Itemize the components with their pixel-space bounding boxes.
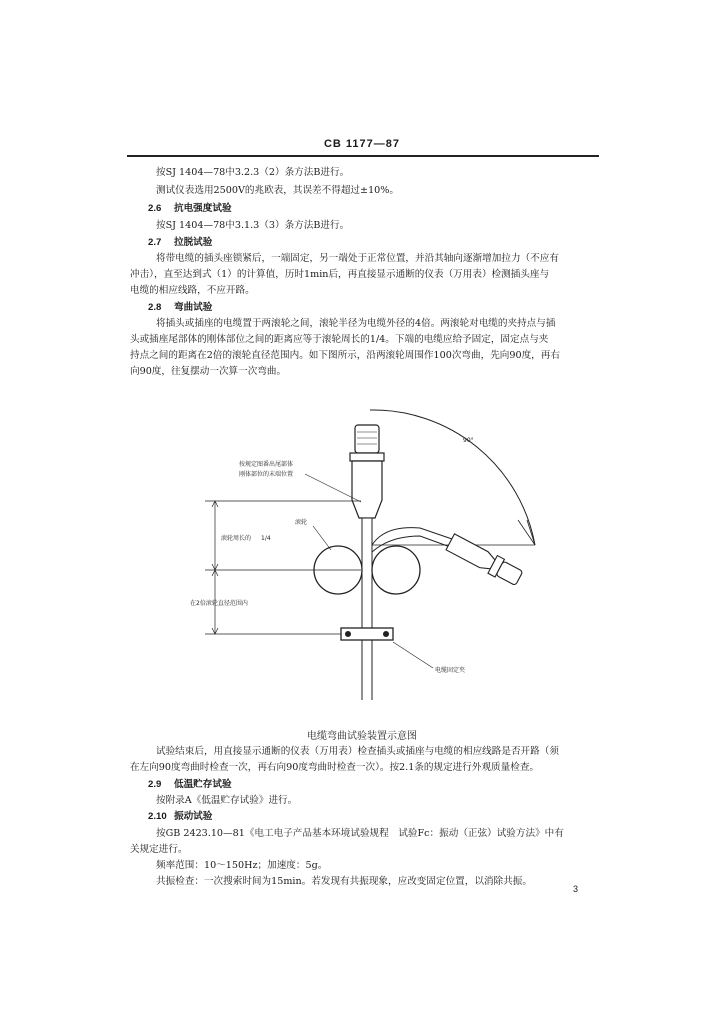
text-line: 共振检查：一次搜索时间为15min。若发现有共振现象，应改变固定位置，以消除共振。 xyxy=(156,876,532,887)
plug-flange xyxy=(350,453,384,461)
text-line: 按SJ 1404—78中3.1.3（3）条方法B进行。 xyxy=(156,220,350,231)
clamp-bolt xyxy=(345,631,351,637)
cable-bending-diagram xyxy=(185,380,545,700)
section-title: 振动试验 xyxy=(174,811,213,822)
text-line: 将带电缆的插头座锁紧后，一端固定，另一端处于正常位置，并沿其轴向逐渐增加拉力（不应有 xyxy=(156,253,559,264)
text-line: 按GB 2423.10—81《电工电子产品基本环境试验规程 试验Fc：振动（正弦）试验方法》中有 xyxy=(156,828,564,839)
swing-arc xyxy=(370,410,535,545)
clamp-label: 电缆固定夹 xyxy=(435,667,466,674)
section-2-6 xyxy=(130,202,600,215)
section-title: 低温贮存试验 xyxy=(174,779,232,790)
leader-line xyxy=(313,526,331,550)
plug-body xyxy=(352,461,382,518)
text-line: 冲击），直至达到式（1）的计算值，历时1min后，再直接显示通断的仪表（万用表）检测插头座与 xyxy=(130,269,550,280)
text-line: 试验结束后，用直接显示通断的仪表（万用表）检查插头或插座与电缆的相应线路是否开路（须 xyxy=(156,746,559,757)
section-2-8 xyxy=(130,301,600,314)
rigid-part-label-2: 刚体部位的末端位置 xyxy=(239,471,294,478)
plug-nut xyxy=(355,425,379,453)
text-line: 向90度，往复摆动一次算一次弯曲。 xyxy=(130,366,287,377)
text-line: 测试仪表选用2500V的兆欧表，其误差不得超过±10%。 xyxy=(156,185,399,196)
section-number: 2.9 xyxy=(148,779,162,790)
section-title: 弯曲试验 xyxy=(174,302,213,313)
text-line: 将插头或插座的电缆置于两滚轮之间，滚轮半径为电缆外径的4倍。两滚轮对电缆的夹持点与插 xyxy=(156,318,556,329)
rotated-plug xyxy=(446,533,524,587)
section-number: 2.6 xyxy=(148,203,162,214)
document-code-header: CB 1177—87 xyxy=(323,138,401,150)
text-line: 在左向90度弯曲时检查一次，再右向90度弯曲时检查一次）。按2.1条的规定进行外观质量检查。 xyxy=(130,762,540,773)
text-line: 频率范围：10～150Hz；加速度：5g。 xyxy=(156,860,328,871)
section-2-9 xyxy=(130,778,600,791)
rigid-part-label: 按规定图番出尾部体 xyxy=(239,461,294,468)
section-2-10 xyxy=(130,810,600,823)
text-line: 按附录A《低温贮存试验》进行。 xyxy=(156,795,298,806)
text-line: 电缆的相应线路，不应开路。 xyxy=(130,285,255,296)
header-rule xyxy=(127,155,599,157)
text-line: 头或插座尾部体的刚体部位之间的距离应等于滚轮周长的1/4。下端的电缆应给予固定，固定点与夹 xyxy=(130,334,549,345)
roller-label: 滚轮 xyxy=(295,519,308,526)
text-line: 持点之间的距离在2倍的滚轮直径范围内。如下图所示，沿两滚轮周围作100次弯曲，先向90度，再右 xyxy=(130,350,560,361)
section-number: 2.7 xyxy=(148,237,162,248)
vertical-cable xyxy=(362,518,372,700)
page-number: 3 xyxy=(573,884,579,894)
section-2-7 xyxy=(130,236,600,249)
fraction-label: 1/4 xyxy=(261,535,271,542)
section-title: 抗电强度试验 xyxy=(174,203,232,214)
section-number: 2.10 xyxy=(148,811,167,822)
angle-label: 90° xyxy=(463,437,474,444)
clamp-bolt xyxy=(383,631,389,637)
section-number: 2.8 xyxy=(148,302,162,313)
range-label: 在2倍滚轮直径范围内 xyxy=(190,600,248,607)
quarter-circumference-label: 滚轮周长的 xyxy=(221,535,252,542)
figure-caption: 电缆弯曲试验装置示意图 xyxy=(307,731,417,742)
leader-line xyxy=(393,642,433,668)
right-roller xyxy=(372,546,420,594)
rotated-plug-body xyxy=(446,534,497,572)
text-line: 关规定进行。 xyxy=(130,844,188,855)
section-title: 拉脱试验 xyxy=(174,237,213,248)
text-line: 按SJ 1404—78中3.2.3（2）条方法B进行。 xyxy=(156,167,350,178)
